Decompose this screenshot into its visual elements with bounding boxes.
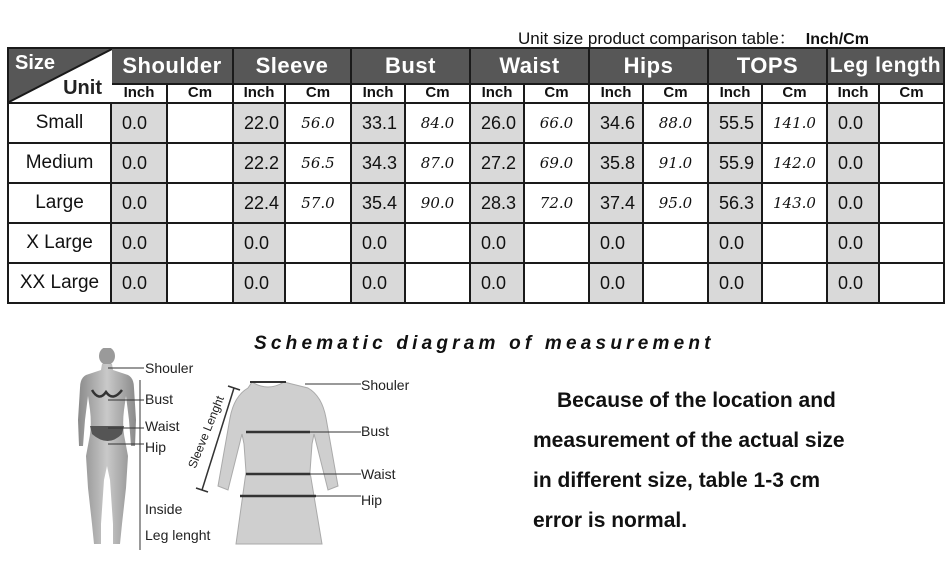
note-line: measurement of the actual size (533, 429, 845, 452)
cm-cell (167, 223, 233, 263)
size-label: XX Large (8, 263, 111, 303)
subheader-inch: Inch (827, 84, 879, 103)
inch-cell: 0.0 (708, 223, 762, 263)
inch-cell: 34.6 (589, 103, 643, 143)
diagram-title: Schematic diagram of measurement (254, 333, 715, 354)
subheader-inch: Inch (470, 84, 524, 103)
cm-cell (762, 263, 827, 303)
inch-cell: 0.0 (351, 263, 405, 303)
dress-label-bust: Bust (361, 423, 390, 439)
cm-cell (879, 223, 944, 263)
inch-cell: 33.1 (351, 103, 405, 143)
inch-cell: 55.5 (708, 103, 762, 143)
cm-cell: 72.0 (524, 183, 589, 223)
corner-size-label: Size (15, 52, 56, 74)
body-label-hip: Hip (145, 439, 167, 455)
inch-cell: 0.0 (589, 263, 643, 303)
inch-cell: 0.0 (351, 223, 405, 263)
inch-cell: 35.4 (351, 183, 405, 223)
inch-cell: 0.0 (111, 263, 167, 303)
inch-cell: 0.0 (111, 183, 167, 223)
inch-cell: 22.0 (233, 103, 285, 143)
column-header-hips: Hips (589, 48, 708, 84)
inch-cell: 55.9 (708, 143, 762, 183)
inch-cell: 28.3 (470, 183, 524, 223)
subheader-inch: Inch (233, 84, 285, 103)
cm-cell (643, 263, 708, 303)
subheader-inch: Inch (708, 84, 762, 103)
unit-subheader-row (8, 84, 944, 103)
cm-cell (167, 103, 233, 143)
inch-cell: 34.3 (351, 143, 405, 183)
body-label-leg: Leg lenght (145, 527, 211, 543)
cm-cell: 95.0 (643, 183, 708, 223)
size-label: X Large (8, 223, 111, 263)
inch-cell: 0.0 (827, 103, 879, 143)
cm-cell (879, 263, 944, 303)
table-row (8, 103, 944, 143)
table-corner-header (8, 48, 111, 103)
cm-cell (167, 143, 233, 183)
inch-cell: 35.8 (589, 143, 643, 183)
inch-cell: 37.4 (589, 183, 643, 223)
cm-cell (879, 143, 944, 183)
subheader-cm: Cm (879, 84, 944, 103)
inch-cell: 0.0 (589, 223, 643, 263)
note-line: in different size, table 1-3 cm (533, 469, 821, 492)
subheader-cm: Cm (762, 84, 827, 103)
cm-cell (405, 263, 470, 303)
inch-cell: 0.0 (827, 223, 879, 263)
cm-cell: 57.0 (285, 183, 351, 223)
subheader-cm: Cm (285, 84, 351, 103)
cm-cell (167, 263, 233, 303)
column-header-tops: TOPS (708, 48, 827, 84)
size-comparison-table (7, 47, 945, 304)
inch-cell: 0.0 (111, 103, 167, 143)
column-header-waist: Waist (470, 48, 589, 84)
inch-cell: 22.4 (233, 183, 285, 223)
cm-cell (879, 103, 944, 143)
dress-label-hip: Hip (361, 492, 383, 508)
subheader-inch: Inch (589, 84, 643, 103)
note-line: Because of the location and (557, 389, 836, 412)
body-label-inside: Inside (145, 501, 183, 517)
table-row (8, 183, 944, 223)
cm-cell (285, 223, 351, 263)
cm-cell (167, 183, 233, 223)
cm-cell: 143.0 (762, 183, 827, 223)
column-header-bust: Bust (351, 48, 470, 84)
body-label-shoulder: Shouler (145, 360, 194, 376)
inch-cell: 56.3 (708, 183, 762, 223)
size-label: Large (8, 183, 111, 223)
subheader-cm: Cm (643, 84, 708, 103)
size-label: Small (8, 103, 111, 143)
cm-cell: 66.0 (524, 103, 589, 143)
subheader-cm: Cm (405, 84, 470, 103)
cm-cell: 90.0 (405, 183, 470, 223)
inch-cell: 0.0 (233, 263, 285, 303)
inch-cell: 0.0 (827, 143, 879, 183)
leg-length-line (137, 380, 143, 552)
cm-cell (285, 263, 351, 303)
cm-cell: 69.0 (524, 143, 589, 183)
inch-cell: 0.0 (111, 223, 167, 263)
cm-cell (762, 223, 827, 263)
column-header-leg-length: Leg length (827, 48, 944, 84)
size-label: Medium (8, 143, 111, 183)
column-header-shoulder: Shoulder (111, 48, 233, 84)
cm-cell: 142.0 (762, 143, 827, 183)
inch-cell: 0.0 (470, 263, 524, 303)
cm-cell: 56.0 (285, 103, 351, 143)
dress-leader-lines (305, 380, 365, 510)
body-label-waist: Waist (145, 418, 180, 434)
cm-cell: 141.0 (762, 103, 827, 143)
table-row (8, 223, 944, 263)
inch-cell: 22.2 (233, 143, 285, 183)
inch-cell: 0.0 (111, 143, 167, 183)
inch-cell: 0.0 (708, 263, 762, 303)
inch-cell: 0.0 (233, 223, 285, 263)
cm-cell (524, 263, 589, 303)
cm-cell (405, 223, 470, 263)
table-row (8, 143, 944, 183)
cm-cell: 87.0 (405, 143, 470, 183)
inch-cell: 26.0 (470, 103, 524, 143)
body-label-bust: Bust (145, 391, 174, 407)
unit-caption-value: Inch/Cm (805, 31, 869, 48)
unit-caption (518, 24, 869, 49)
subheader-cm: Cm (524, 84, 589, 103)
cm-cell (643, 223, 708, 263)
dress-label-sleeve: Sleeve Lenght (185, 393, 227, 471)
cm-cell (879, 183, 944, 223)
note-line: error is normal. (533, 509, 688, 532)
column-header-sleeve: Sleeve (233, 48, 351, 84)
measurement-error-note (533, 384, 893, 544)
corner-unit-label: Unit (63, 77, 102, 99)
inch-cell: 0.0 (827, 183, 879, 223)
dress-label-shoulder: Shouler (361, 377, 410, 393)
table-row (8, 263, 944, 303)
cm-cell (524, 223, 589, 263)
inch-cell: 0.0 (470, 223, 524, 263)
cm-cell: 56.5 (285, 143, 351, 183)
unit-caption-text: Unit size product comparison table： (518, 29, 796, 48)
subheader-cm: Cm (167, 84, 233, 103)
cm-cell: 84.0 (405, 103, 470, 143)
dress-label-waist: Waist (361, 466, 396, 482)
cm-cell: 91.0 (643, 143, 708, 183)
subheader-inch: Inch (351, 84, 405, 103)
subheader-inch: Inch (111, 84, 167, 103)
inch-cell: 27.2 (470, 143, 524, 183)
cm-cell: 88.0 (643, 103, 708, 143)
inch-cell: 0.0 (827, 263, 879, 303)
